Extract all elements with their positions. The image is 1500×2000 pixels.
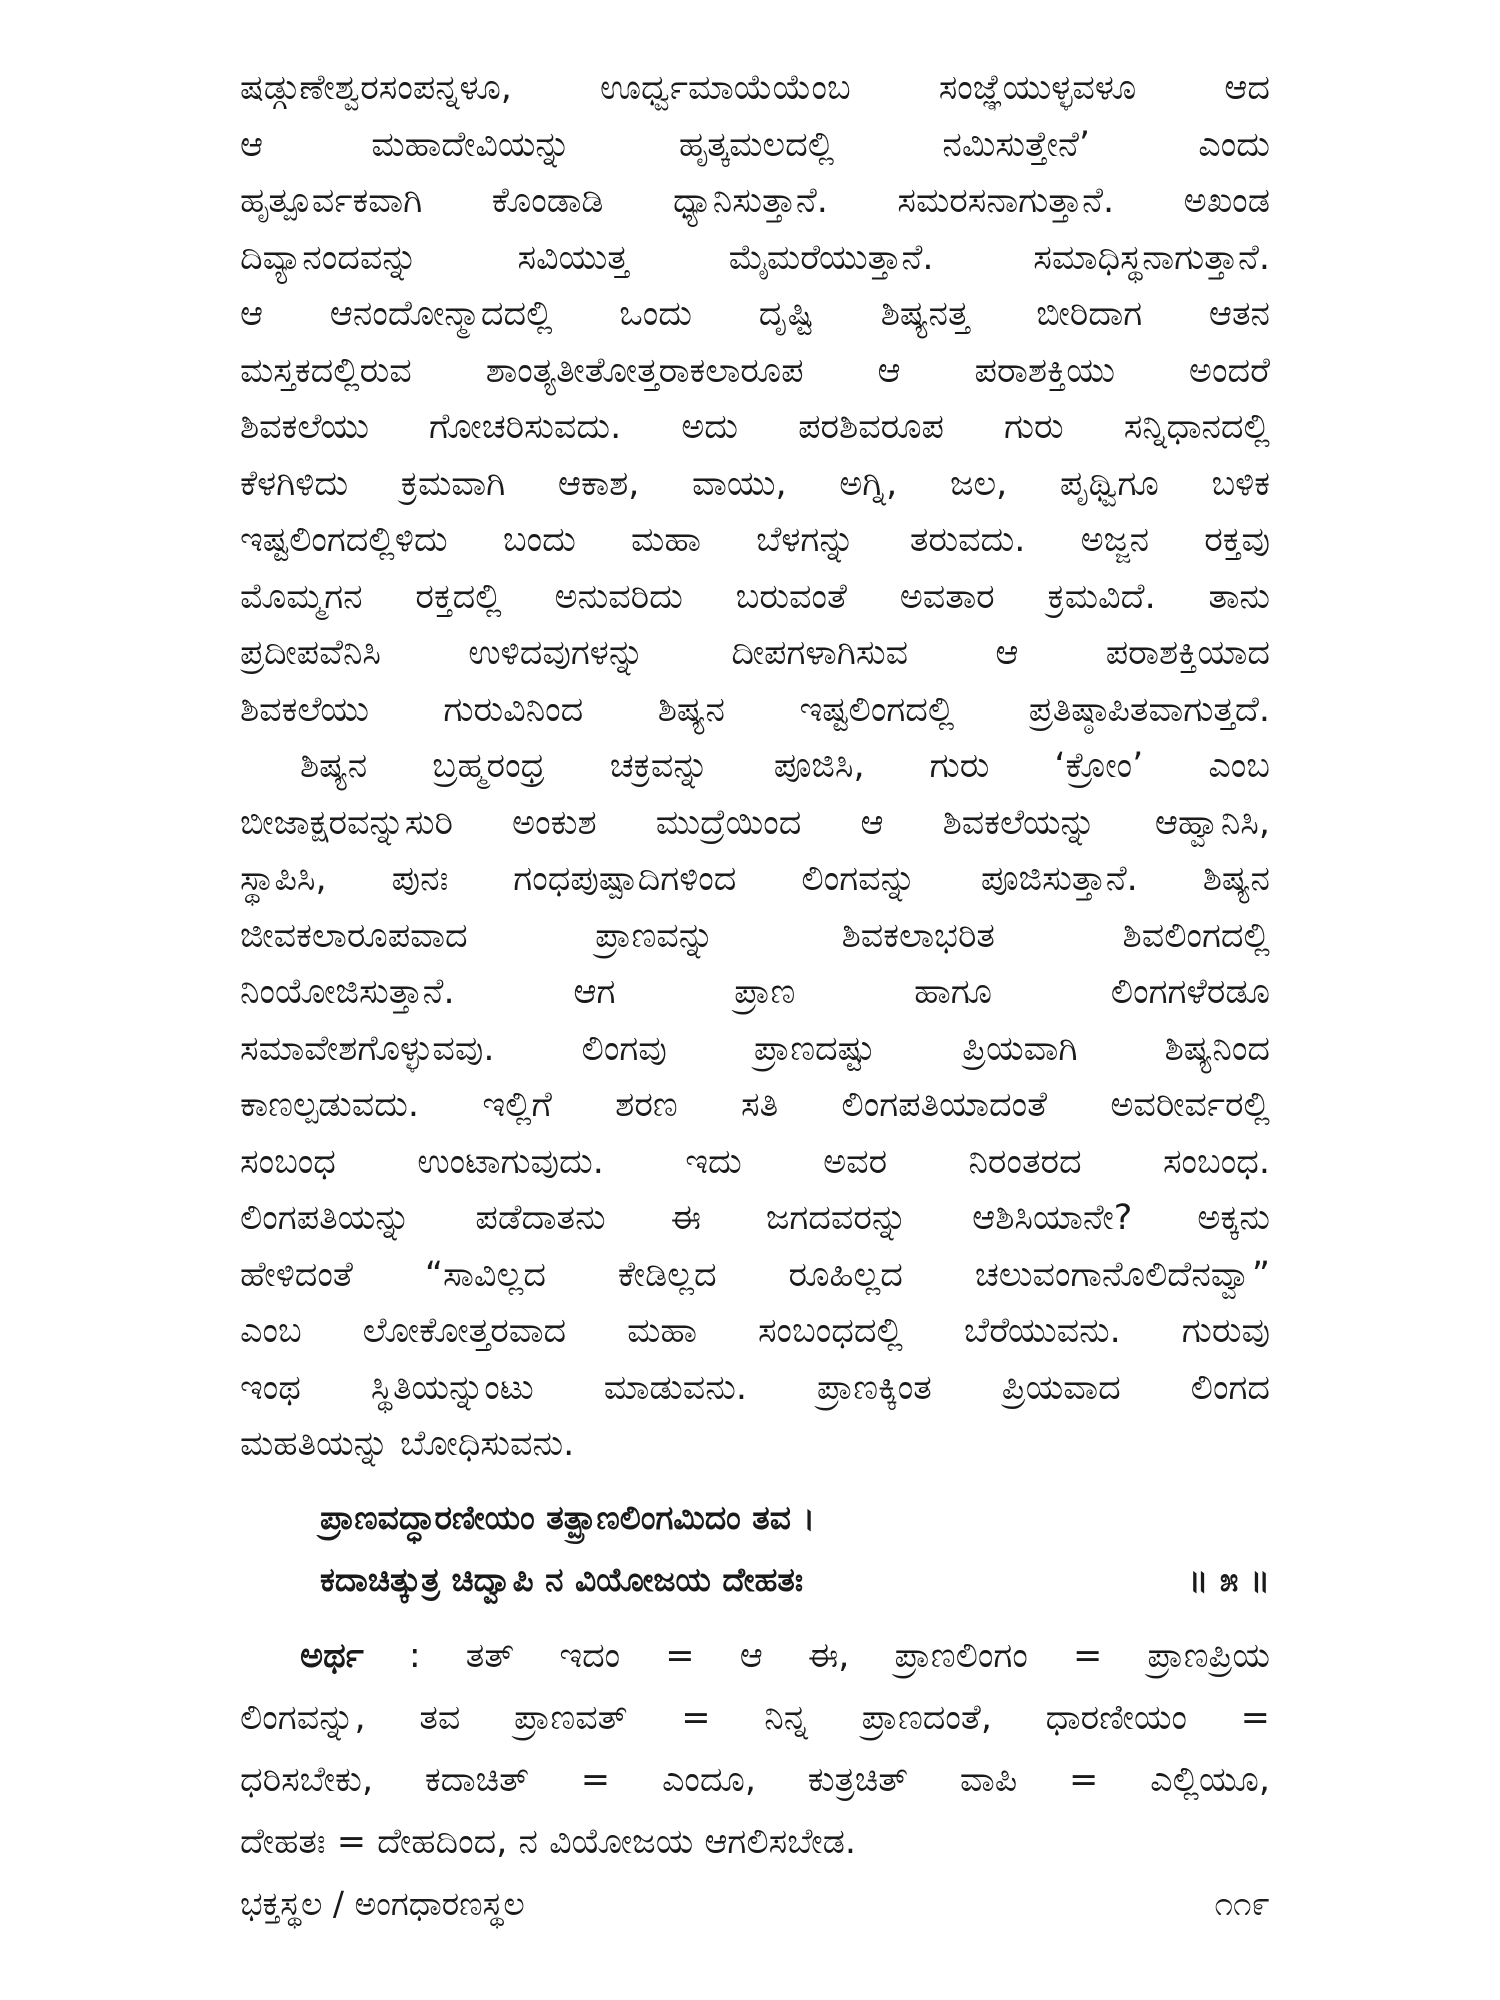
- page-number: ೧೧೯: [1214, 1884, 1270, 1923]
- text-line: ಧರಿಸಬೇಕು, ಕದಾಚಿತ್ = ಎಂದೂ, ಕುತ್ರಚಿತ್ ವಾಪಿ = ಎಲ್ಲಿಯೂ,: [240, 1759, 1270, 1800]
- text-line: ಆ ಆನಂದೋನ್ಮಾದದಲ್ಲಿ ಒಂದು ದೃಷ್ಟಿ ಶಿಷ್ಯನತ್ತ ಬೀರಿದಾಗ ಆತನ: [240, 294, 1270, 334]
- text-line: ಎಂಬ ಲೋಕೋತ್ತರವಾದ ಮಹಾ ಸಂಬಂಧದಲ್ಲಿ ಬೆರೆಯುವನು. ಗುರುವು: [240, 1311, 1270, 1351]
- text-line: ಹೇಳಿದಂತೆ “ಸಾವಿಲ್ಲದ ಕೇಡಿಲ್ಲದ ರೂಹಿಲ್ಲದ ಚಲುವಂಗಾನೊಲಿದೆನವ್ವಾ”: [240, 1254, 1270, 1295]
- text-line: ನಿಂಯೋಜಿಸುತ್ತಾನೆ. ಆಗ ಪ್ರಾಣ ಹಾಗೂ ಲಿಂಗಗಳೆರಡೂ: [240, 972, 1270, 1012]
- text-line: ಮಹತಿಯನ್ನು ಬೋಧಿಸುವನು.: [240, 1424, 575, 1464]
- verse-text: ಪ್ರಾಣವದ್ಧಾರಣೀಯಂ ತತ್ಪ್ರಾಣಲಿಂಗಮಿದಂ ತವ ।: [320, 1497, 815, 1537]
- page-footer: [240, 1882, 1270, 1926]
- text-line: ಜೀವಕಲಾರೂಪವಾದ ಪ್ರಾಣವನ್ನು ಶಿವಕಲಾಭರಿತ ಶಿವಲಿಂಗದಲ್ಲಿ: [240, 915, 1270, 956]
- text-line: ಕೆಳಗಿಳಿದು ಕ್ರಮವಾಗಿ ಆಕಾಶ, ವಾಯು, ಅಗ್ನಿ, ಜಲ, ಪೃಥ್ವಿಗೂ ಬಳಿಕ: [240, 463, 1270, 504]
- text-line: ಪ್ರದೀಪವೆನಿಸಿ ಉಳಿದವುಗಳನ್ನು ದೀಪಗಳಾಗಿಸುವ ಆ ಪರಾಶಕ್ತಿಯಾದ: [240, 633, 1270, 673]
- text-line: ಲಿಂಗಪತಿಯನ್ನು ಪಡೆದಾತನು ಈ ಜಗದವರನ್ನು ಆಶಿಸಿಯಾನೇ? ಅಕ್ಕನು: [240, 1198, 1270, 1238]
- text-line: ಮೊಮ್ಮಗನ ರಕ್ತದಲ್ಲಿ ಅನುವರಿದು ಬರುವಂತೆ ಅವತಾರ ಕ್ರಮವಿದೆ. ತಾನು: [240, 576, 1270, 617]
- meaning-block: [240, 1625, 1270, 1873]
- verse-text: ಕದಾಚಿತ್ಕುತ್ರ ಚಿದ್ವಾಪಿ ನ ವಿಯೋಜಯ ದೇಹತಃ: [320, 1559, 804, 1599]
- text-line: ದಿವ್ಯಾನಂದವನ್ನು ಸವಿಯುತ್ತ ಮೈಮರೆಯುತ್ತಾನೆ. ಸಮಾಧಿಸ್ಥನಾಗುತ್ತಾನೆ.: [240, 237, 1270, 278]
- meaning-first-line: [240, 1625, 1270, 1687]
- text-line: ದೇಹತಃ = ದೇಹದಿಂದ, ನ ವಿಯೋಜಯ ಆಗಲಿಸಬೇಡ.: [240, 1821, 857, 1862]
- text-line: ಬೀಜಾಕ್ಷರವನ್ನುಸುರಿ ಅಂಕುಶ ಮುದ್ರೆಯಿಂದ ಆ ಶಿವಕಲೆಯನ್ನು ಆಹ್ವಾನಿಸಿ,: [240, 802, 1270, 843]
- text-line: ಸ್ಥಾಪಿಸಿ, ಪುನಃ ಗಂಧಪುಷ್ಪಾದಿಗಳಿಂದ ಲಿಂಗವನ್ನು ಪೂಜಿಸುತ್ತಾನೆ. ಶಿಷ್ಯನ: [240, 859, 1270, 899]
- paragraph-2: [240, 738, 1270, 1473]
- text-line: ಕಾಣಲ್ಪಡುವದು. ಇಲ್ಲಿಗೆ ಶರಣ ಸತಿ ಲಿಂಗಪತಿಯಾದಂತೆ ಅವರೀರ್ವರಲ್ಲಿ: [240, 1085, 1270, 1125]
- text-line: ಶಿಷ್ಯನ ಬ್ರಹ್ಮರಂಧ್ರ ಚಕ್ರವನ್ನು ಪೂಜಿಸಿ, ಗುರು ‘ಕ್ರೋಂ’ ಎಂಬ: [300, 746, 1270, 786]
- text-line: ಸಮಾವೇಶಗೊಳ್ಳುವವು. ಲಿಂಗವು ಪ್ರಾಣದಷ್ಟು ಪ್ರಿಯವಾಗಿ ಶಿಷ್ಯನಿಂದ: [240, 1028, 1270, 1069]
- footer-section-title: ಭಕ್ತಸ್ಥಲ / ಅಂಗಧಾರಣಸ್ಥಲ: [240, 1884, 525, 1923]
- text-line: ಷಡ್ಗುಣೇಶ್ವರಸಂಪನ್ನಳೂ, ಊರ್ಧ್ವಮಾಯೆಯೆಂಬ ಸಂಜ್ಞೆಯುಳ್ಳವಳೂ ಆದ: [240, 68, 1270, 108]
- meaning-label: ಅರ್ಥ: [300, 1635, 364, 1676]
- meaning-text: : ತತ್ ಇದಂ = ಆ ಈ, ಪ್ರಾಣಲಿಂಗಂ = ಪ್ರಾಣಪ್ರಿಯ: [408, 1635, 1270, 1676]
- page-content: [240, 60, 1270, 1940]
- verse-line-2: [240, 1549, 1270, 1611]
- text-line: ಹೃತ್ಪೂರ್ವಕವಾಗಿ ಕೊಂಡಾಡಿ ಧ್ಯಾನಿಸುತ್ತಾನೆ. ಸಮರಸನಾಗುತ್ತಾನೆ. ಅಖಂಡ: [240, 181, 1270, 221]
- verse-line-1: [240, 1487, 1270, 1549]
- verse-number: ॥ ೫ ॥: [1188, 1559, 1270, 1599]
- text-line: ಸಂಬಂಧ ಉಂಟಾಗುವುದು. ಇದು ಅವರ ನಿರಂತರದ ಸಂಬಂಧ.: [240, 1141, 1270, 1182]
- paragraph-1: [240, 60, 1270, 738]
- text-line: ಶಿವಕಲೆಯು ಗುರುವಿನಿಂದ ಶಿಷ್ಯನ ಇಷ್ಟಲಿಂಗದಲ್ಲಿ ಪ್ರತಿಷ್ಠಾಪಿತವಾಗುತ್ತದೆ.: [240, 689, 1270, 730]
- text-line: ಮಸ್ತಕದಲ್ಲಿರುವ ಶಾಂತ್ಯತೀತೋತ್ತರಾಕಲಾರೂಪ ಆ ಪರಾಶಕ್ತಿಯು ಅಂದರೆ: [240, 350, 1270, 391]
- text-line: ಲಿಂಗವನ್ನು, ತವ ಪ್ರಾಣವತ್ = ನಿನ್ನ ಪ್ರಾಣದಂತೆ, ಧಾರಣೀಯಂ =: [240, 1697, 1270, 1738]
- sanskrit-verse: [240, 1487, 1270, 1611]
- text-line: ಶಿವಕಲೆಯು ಗೋಚರಿಸುವದು. ಅದು ಪರಶಿವರೂಪ ಗುರು ಸನ್ನಿಧಾನದಲ್ಲಿ: [240, 407, 1270, 447]
- text-line: ಇಷ್ಟಲಿಂಗದಲ್ಲಿಳಿದು ಬಂದು ಮಹಾ ಬೆಳಗನ್ನು ತರುವದು. ಅಜ್ಜನ ರಕ್ತವು: [240, 520, 1270, 560]
- text-line: ಇಂಥ ಸ್ಥಿತಿಯನ್ನುಂಟು ಮಾಡುವನು. ಪ್ರಾಣಕ್ಕಿಂತ ಪ್ರಿಯವಾದ ಲಿಂಗದ: [240, 1367, 1270, 1408]
- text-line: ಆ ಮಹಾದೇವಿಯನ್ನು ಹೃತ್ಕಮಲದಲ್ಲಿ ನಮಿಸುತ್ತೇನೆ’ ಎಂದು: [240, 124, 1270, 165]
